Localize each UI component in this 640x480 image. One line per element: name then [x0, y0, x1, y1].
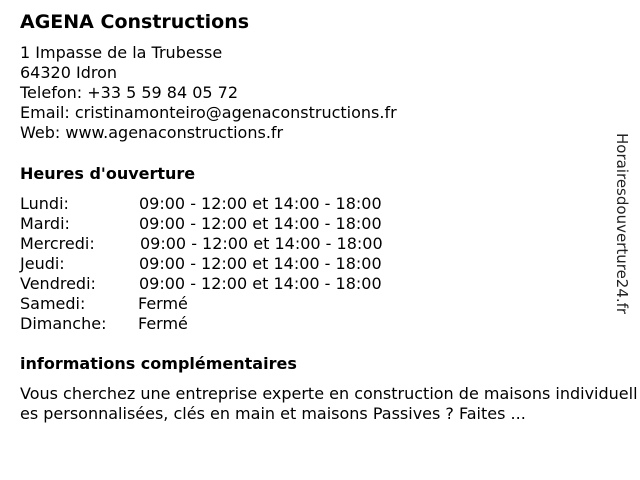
day-hours: Fermé	[138, 314, 188, 333]
day-hours: 09:00 - 12:00 et 14:00 - 18:00	[139, 274, 382, 293]
website-link[interactable]: Web: www.agenaconstructions.fr	[20, 123, 284, 142]
hours-row-friday	[20, 274, 440, 294]
day-label: Dimanche:	[20, 314, 107, 333]
business-name: AGENA Constructions	[20, 11, 250, 33]
hours-row-sunday	[20, 314, 440, 334]
day-label: Mercredi:	[20, 234, 95, 253]
site-watermark: Horairesdouverture24.fr	[613, 133, 631, 315]
day-hours: 09:00 - 12:00 et 14:00 - 18:00	[139, 194, 382, 213]
day-label: Vendredi:	[20, 274, 96, 293]
email-address[interactable]: Email: cristinamonteiro@agenaconstructions.fr	[20, 103, 397, 122]
day-hours: 09:00 - 12:00 et 14:00 - 18:00	[139, 254, 382, 273]
day-hours: 09:00 - 12:00 et 14:00 - 18:00	[140, 234, 383, 253]
day-hours: 09:00 - 12:00 et 14:00 - 18:00	[139, 214, 382, 233]
hours-row-saturday	[20, 294, 440, 314]
day-hours: Fermé	[138, 294, 188, 313]
day-label: Samedi:	[20, 294, 86, 313]
hours-row-monday	[20, 194, 440, 214]
address-street: 1 Impasse de la Trubesse	[20, 43, 223, 62]
day-label: Jeudi:	[20, 254, 65, 273]
additional-info-text: Vous cherchez une entreprise experte en construction de maisons individuelles personnalisées, clés en main et maisons Passives ? Faites ...	[20, 384, 638, 423]
phone-number[interactable]: Telefon: +33 5 59 84 05 72	[20, 83, 239, 102]
hours-row-tuesday	[20, 214, 440, 234]
opening-hours-table	[20, 194, 440, 334]
hours-row-thursday	[20, 254, 440, 274]
day-label: Lundi:	[20, 194, 69, 213]
day-label: Mardi:	[20, 214, 70, 233]
additional-info-heading: informations complémentaires	[20, 354, 297, 373]
opening-hours-heading: Heures d'ouverture	[20, 164, 196, 183]
address-city: 64320 Idron	[20, 63, 118, 82]
contact-block	[20, 43, 397, 143]
hours-row-wednesday	[20, 234, 440, 254]
